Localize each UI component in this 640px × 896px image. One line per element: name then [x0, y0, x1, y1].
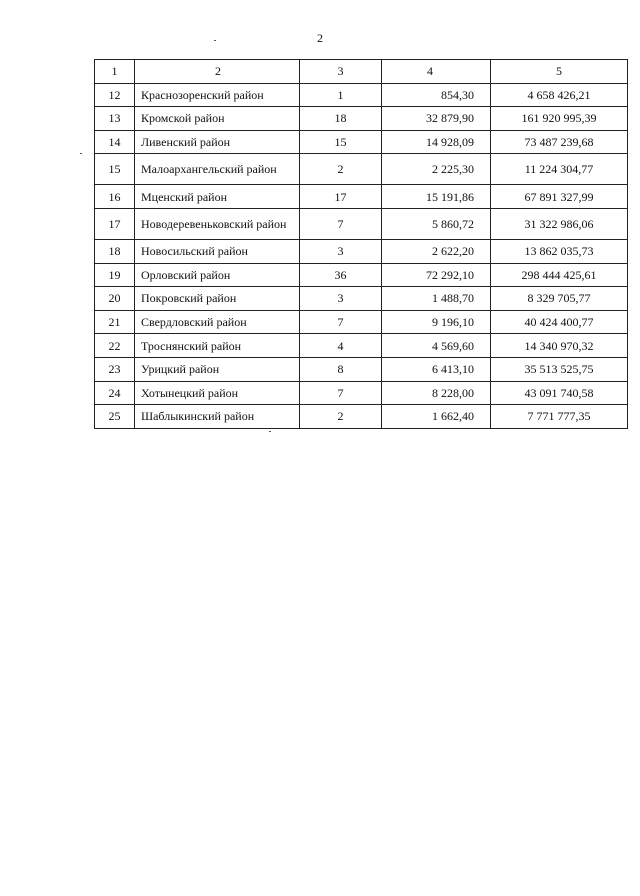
amount-cell: 35 513 525,75: [491, 357, 628, 381]
count-cell: 36: [300, 263, 382, 287]
count-cell: 7: [300, 381, 382, 405]
data-table: [94, 59, 628, 429]
amount-cell: 43 091 740,58: [491, 381, 628, 405]
table-header-row: [95, 60, 628, 84]
district-name-cell: Мценский район: [135, 185, 300, 209]
amount-cell: 14 340 970,32: [491, 334, 628, 358]
amount-cell: 73 487 239,68: [491, 130, 628, 154]
amount-cell: 13 862 035,73: [491, 239, 628, 263]
area-cell: 72 292,10: [382, 263, 491, 287]
table-row: [95, 334, 628, 358]
count-cell: 3: [300, 239, 382, 263]
row-number-cell: 18: [95, 239, 135, 263]
count-cell: 17: [300, 185, 382, 209]
table-row: [95, 208, 628, 239]
table-body: [95, 83, 628, 428]
amount-cell: 161 920 995,39: [491, 107, 628, 131]
header-col-3: 3: [300, 60, 382, 84]
area-cell: 8 228,00: [382, 381, 491, 405]
count-cell: 3: [300, 287, 382, 311]
table-row: [95, 357, 628, 381]
district-name-cell: Хотынецкий район: [135, 381, 300, 405]
row-number-cell: 13: [95, 107, 135, 131]
count-cell: 7: [300, 208, 382, 239]
count-cell: 2: [300, 154, 382, 185]
area-cell: 4 569,60: [382, 334, 491, 358]
row-number-cell: 25: [95, 405, 135, 429]
row-number-cell: 17: [95, 208, 135, 239]
count-cell: 4: [300, 334, 382, 358]
count-cell: 7: [300, 310, 382, 334]
district-name-cell: Малоархангельский район: [135, 154, 300, 185]
table-row: [95, 287, 628, 311]
amount-cell: 4 658 426,21: [491, 83, 628, 107]
area-cell: 5 860,72: [382, 208, 491, 239]
district-name-cell: Свердловский район: [135, 310, 300, 334]
district-name-cell: Урицкий район: [135, 357, 300, 381]
amount-cell: 31 322 986,06: [491, 208, 628, 239]
row-number-cell: 23: [95, 357, 135, 381]
district-name-cell: Орловский район: [135, 263, 300, 287]
row-number-cell: 14: [95, 130, 135, 154]
row-number-cell: 16: [95, 185, 135, 209]
area-cell: 32 879,90: [382, 107, 491, 131]
header-col-2: 2: [135, 60, 300, 84]
page-number: 2: [317, 31, 323, 45]
table-row: [95, 310, 628, 334]
count-cell: 1: [300, 83, 382, 107]
district-name-cell: Троснянский район: [135, 334, 300, 358]
area-cell: 1 662,40: [382, 405, 491, 429]
header-col-1: 1: [95, 60, 135, 84]
row-number-cell: 20: [95, 287, 135, 311]
amount-cell: 8 329 705,77: [491, 287, 628, 311]
row-number-cell: 24: [95, 381, 135, 405]
row-number-cell: 19: [95, 263, 135, 287]
scan-speck: [214, 40, 216, 41]
amount-cell: 298 444 425,61: [491, 263, 628, 287]
row-number-cell: 22: [95, 334, 135, 358]
district-name-cell: Краснозоренский район: [135, 83, 300, 107]
table-row: [95, 107, 628, 131]
district-name-cell: Новосильский район: [135, 239, 300, 263]
count-cell: 2: [300, 405, 382, 429]
table-row: [95, 83, 628, 107]
amount-cell: 40 424 400,77: [491, 310, 628, 334]
table-row: [95, 154, 628, 185]
table-row: [95, 405, 628, 429]
table-row: [95, 381, 628, 405]
district-name-cell: Новодеревеньковский район: [135, 208, 300, 239]
scan-speck: [269, 431, 271, 432]
area-cell: 2 225,30: [382, 154, 491, 185]
area-cell: 15 191,86: [382, 185, 491, 209]
table-row: [95, 130, 628, 154]
table-row: [95, 263, 628, 287]
area-cell: 1 488,70: [382, 287, 491, 311]
amount-cell: 11 224 304,77: [491, 154, 628, 185]
area-cell: 2 622,20: [382, 239, 491, 263]
count-cell: 18: [300, 107, 382, 131]
district-name-cell: Шаблыкинский район: [135, 405, 300, 429]
area-cell: 14 928,09: [382, 130, 491, 154]
table-row: [95, 185, 628, 209]
count-cell: 8: [300, 357, 382, 381]
district-name-cell: Покровский район: [135, 287, 300, 311]
row-number-cell: 12: [95, 83, 135, 107]
scan-speck: [80, 153, 82, 154]
area-cell: 9 196,10: [382, 310, 491, 334]
amount-cell: 67 891 327,99: [491, 185, 628, 209]
area-cell: 6 413,10: [382, 357, 491, 381]
row-number-cell: 21: [95, 310, 135, 334]
district-name-cell: Ливенский район: [135, 130, 300, 154]
row-number-cell: 15: [95, 154, 135, 185]
count-cell: 15: [300, 130, 382, 154]
header-col-5: 5: [491, 60, 628, 84]
district-name-cell: Кромской район: [135, 107, 300, 131]
amount-cell: 7 771 777,35: [491, 405, 628, 429]
header-col-4: 4: [382, 60, 491, 84]
table-row: [95, 239, 628, 263]
area-cell: 854,30: [382, 83, 491, 107]
